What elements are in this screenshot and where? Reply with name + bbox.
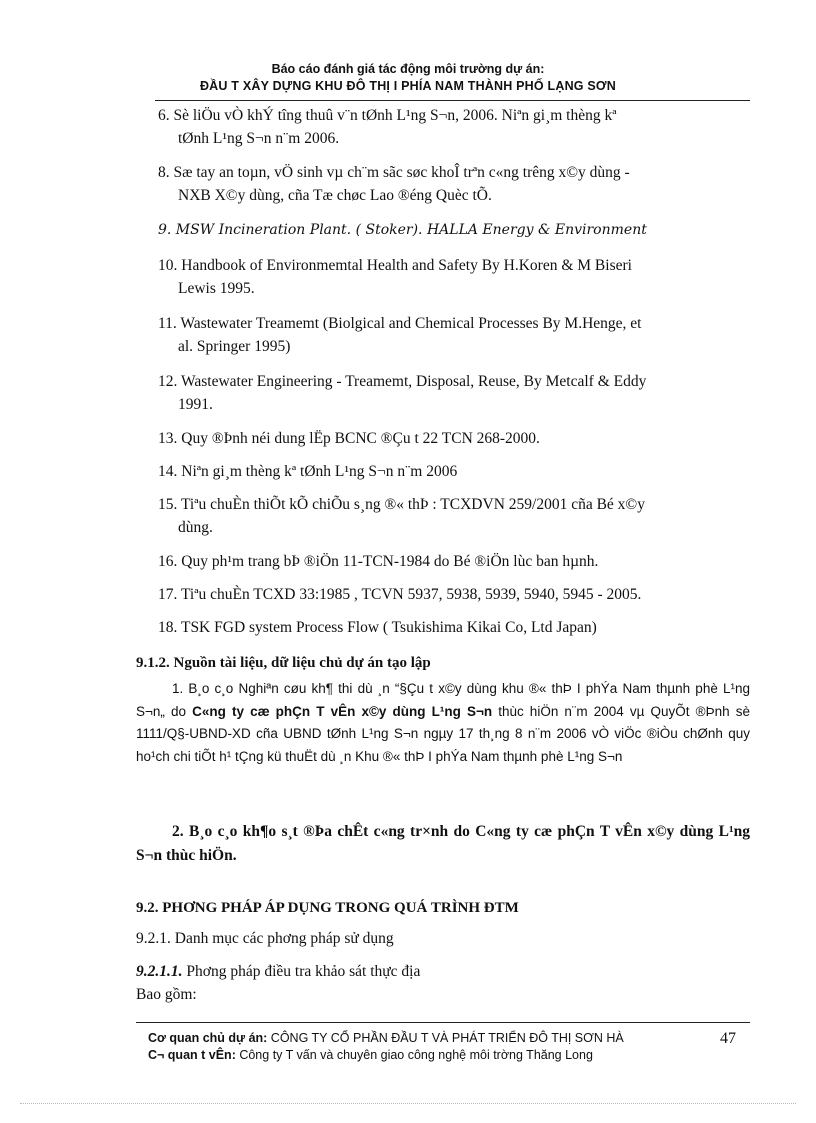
paragraph-source-2: 2. B¸o c¸o kh¶o s¸t ®Þa chÊt c«ng tr×nh do C«ng ty cæ phÇn T vÊn x©y dùng L¹ng S¬n thùc hiÖn. bbox=[136, 823, 750, 864]
reference-item: 12. Wastewater Engineering - Treamemt, Disposal, Reuse, By Metcalf & Eddy 1991. bbox=[158, 373, 647, 413]
subsection-heading-9-2-1: 9.2.1. Danh mục các phơng pháp sử dụng bbox=[136, 930, 394, 947]
reference-item: 6. Sè liÖu vÒ khÝ tîng thuû v¨n tØnh L¹ng S¬n, 2006. Niªn gi¸m thèng kª tØnh L¹ng S¬n n¨m 2006. bbox=[158, 107, 617, 147]
reference-item: 16. Quy ph¹m trang bÞ ®iÖn 11-TCN-1984 do Bé ®iÖn lùc ban hµnh. bbox=[158, 553, 599, 570]
page-bottom-dotted-line bbox=[20, 1103, 796, 1104]
reference-item: 8. Sæ tay an toµn, vÖ sinh vµ ch¨m sãc søc khoÎ trªn c«ng trêng x©y dùng - NXB X©y dùng, cña Tæ chøc Lao ®éng Quèc tÕ. bbox=[158, 164, 630, 204]
reference-item: 11. Wastewater Treamemt (Biolgical and Chemical Processes By M.Henge, et al. Springer 1995) bbox=[158, 315, 642, 355]
reference-item: 13. Quy ®Þnh néi dung lËp BCNC ®Çu t 22 TCN 268-2000. bbox=[158, 430, 540, 447]
reference-item: 9. MSW Incineration Plant. ( Stoker). HALLA Energy & Environment bbox=[158, 222, 647, 238]
section-heading-9-2: 9.2. PHƠNG PHÁP ÁP DỤNG TRONG QUÁ TRÌNH ĐTM bbox=[136, 900, 519, 916]
reference-item: 17. Tiªu chuÈn TCXD 33:1985 , TCVN 5937, 5938, 5939, 5940, 5945 - 2005. bbox=[158, 586, 642, 603]
reference-item: 14. Niªn gi¸m thèng kª tØnh L¹ng S¬n n¨m 2006 bbox=[158, 463, 458, 480]
footer-divider bbox=[136, 1022, 750, 1023]
reference-item: 10. Handbook of Environmemtal Health and Safety By H.Koren & M Biseri Lewis 1995. bbox=[158, 257, 632, 297]
header-report-title: Báo cáo đánh giá tác động môi trường dự án: bbox=[271, 62, 545, 76]
footer-project-owner: Cơ quan chủ dự án: CÔNG TY CỔ PHẦN ĐẦU T VÀ PHÁT TRIỂN ĐÔ THỊ SƠN HÀ bbox=[148, 1031, 624, 1045]
reference-item: 18. TSK FGD system Process Flow ( Tsukishima Kikai Co, Ltd Japan) bbox=[158, 619, 597, 636]
paragraph-source-1: 1. B¸o c¸o Nghiªn cøu kh¶ thi dù ¸n “§Çu t x©y dùng khu ®« thÞ I phÝa Nam thµnh phè L¹ng S¬n„ do C«ng ty cæ phÇn T vÊn x©y dùng L¹ng S¬n thùc hiÖn n¨m 2004 vµ QuyÕt ®Þnh sè 1111/Q§-UBND-XD cña UBND tØnh L¹ng S¬n ngµy 17 th¸ng 8 n¨m 2006 vÒ viÖc ®iÒu chØnh quy ho¹ch chi tiÕt h¹ tÇng kü thuËt dù ¸n Khu ®« thÞ I phÝa Nam thµnh phè L¹ng S¬n bbox=[136, 681, 750, 764]
section-heading-9-1-2: 9.1.2. Nguồn tài liệu, dữ liệu chủ dự án tạo lập bbox=[136, 655, 431, 671]
reference-item: 15. Tiªu chuÈn thiÕt kÕ chiÕu s¸ng ®« thÞ : TCXDVN 259/2001 cña Bé x©y dùng. bbox=[158, 496, 645, 536]
header-divider bbox=[155, 100, 750, 101]
body-text: Bao gồm: bbox=[136, 986, 197, 1003]
subsubsection-heading-9-2-1-1: 9.2.1.1. Phơng pháp điều tra khảo sát thực địa bbox=[136, 963, 421, 980]
footer-consultant: C¬ quan t vÊn: Công ty T vấn và chuyên giao công nghệ môi trờng Thăng Long bbox=[148, 1048, 593, 1062]
header-project-title: ĐẦU T XÂY DỰNG KHU ĐÔ THỊ I PHÍA NAM THÀNH PHỐ LẠNG SƠN bbox=[199, 79, 617, 93]
page-number: 47 bbox=[720, 1030, 736, 1047]
